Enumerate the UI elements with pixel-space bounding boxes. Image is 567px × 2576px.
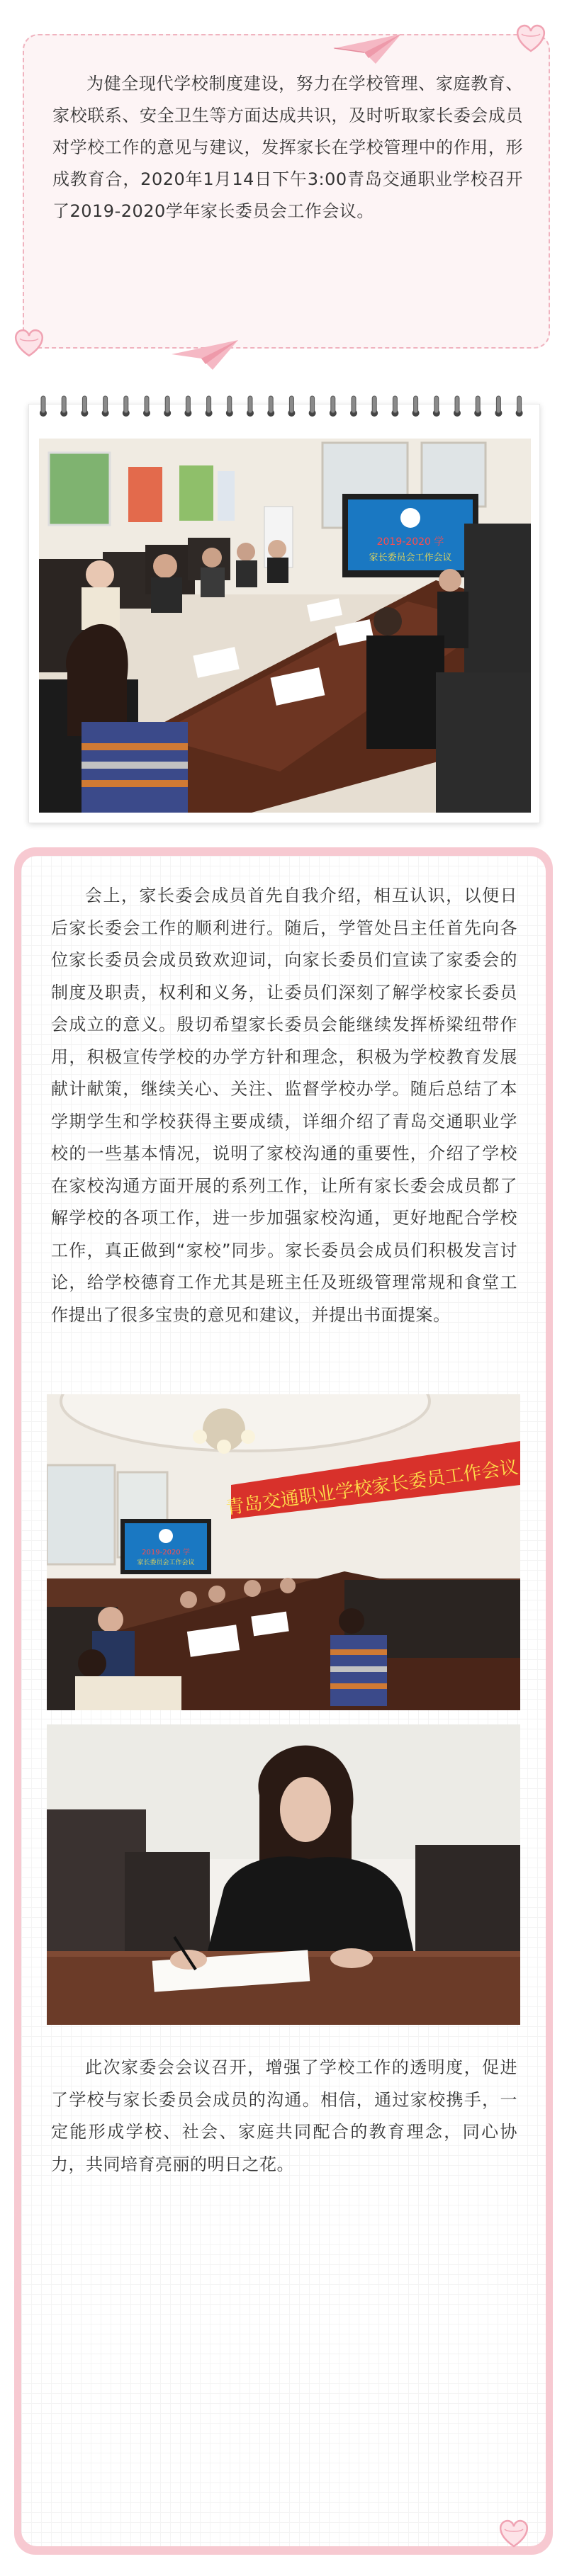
paper-plane-icon bbox=[333, 28, 404, 68]
screen-subtitle: 家长委员会工作会议 bbox=[137, 1559, 195, 1566]
paper-plane-icon bbox=[170, 334, 241, 374]
screen-title: 2019-2020 学 bbox=[142, 1549, 190, 1557]
spiral-binding-icon bbox=[29, 395, 541, 423]
intro-card bbox=[23, 34, 550, 349]
main-card bbox=[21, 856, 546, 2546]
closing-paragraph: 此次家委会会议召开，增强了学校工作的透明度，促进了学校与家长委员会成员的沟通。相信，通过家校携手，一定能形成学校、社会、家庭共同配合的教育理念，同心协力，共同培育亮丽的明日之花。 bbox=[51, 2057, 517, 2174]
meeting-photo-1 bbox=[39, 439, 531, 813]
main-card-frame bbox=[14, 847, 553, 2555]
wall-banner-text: 青岛交通职业学校家长委员工作会议 bbox=[224, 1457, 520, 1519]
screen-title: 2019-2020 学 bbox=[376, 536, 444, 548]
heart-icon bbox=[495, 2514, 533, 2552]
heart-icon bbox=[512, 18, 550, 57]
heart-icon bbox=[10, 323, 48, 361]
intro-paragraph: 为健全现代学校制度建设，努力在学校管理、家庭教育、家校联系、安全卫生等方面达成共识，及时听取家长委会成员对学校工作的意见与建议，发挥家长在学校管理中的作用，形成教育合，2020年1月14日下午3:00青岛交通职业学校召开了2019-2020学年家长委员会工作会议。 bbox=[52, 74, 523, 221]
screen-subtitle: 家长委员会工作会议 bbox=[369, 553, 452, 563]
meeting-photo-3 bbox=[47, 1724, 520, 2025]
photo-frame-notebook bbox=[28, 404, 540, 823]
meeting-paragraph: 会上，家长委会成员首先自我介绍，相互认识，以便日后家长委会工作的顺利进行。随后，学管处吕主任首先向各位家长委员会成员致欢迎词，向家长委员们宣读了家委会的制度及职责，权利和义务，让委员们深刻了解学校家长委员会成立的意义。殷切希望家长委员会能继续发挥桥梁纽带作用，积极宣传学校的办学方针和理念，积极为学校教育发展献计献策，继续关心、关注、监督学校办学。随后总结了本学期学生和学校获得主要成绩，详细介绍了青岛交通职业学校的一些基本情况，说明了家校沟通的重要性，介绍了学校在家校沟通方面开展的系列工作，让所有家长委会成员都了解学校的各项工作，进一步加强家校沟通，更好地配合学校工作，真正做到“家校”同步。家长委员会成员们积极发言讨论，给学校德育工作尤其是班主任及班级管理常规和食堂工作提出了很多宝贵的意见和建议，并提出书面提案。 bbox=[51, 886, 517, 1325]
meeting-photo-2 bbox=[47, 1394, 520, 1710]
